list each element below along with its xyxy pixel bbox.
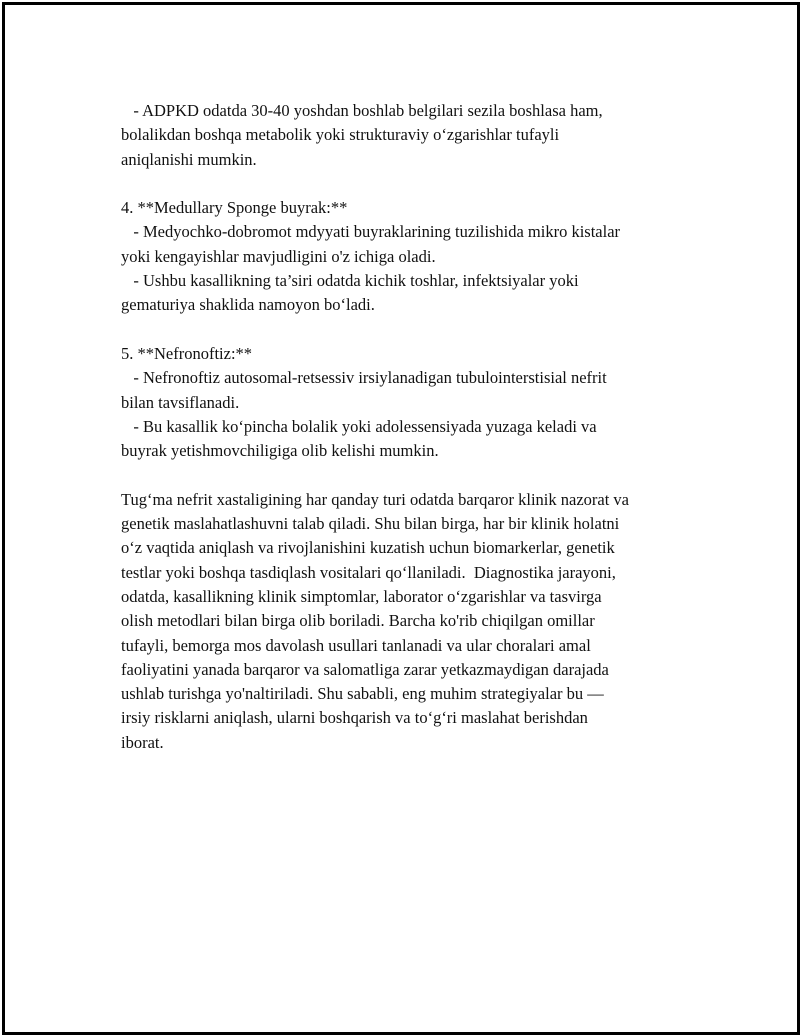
- text-line: buyrak yetishmovchiligiga olib kelishi mumkin.: [121, 441, 439, 461]
- text-line: olish metodlari bilan birga olib boriladi. Barcha ko'rib chiqilgan omillar: [121, 611, 595, 631]
- text-line: irsiy risklarni aniqlash, ularni boshqarish va to‘g‘ri maslahat berishdan: [121, 708, 588, 728]
- text-line: o‘z vaqtida aniqlash va rivojlanishini kuzatish uchun biomarkerlar, genetik: [121, 538, 615, 558]
- text-line: - ADPKD odatda 30-40 yoshdan boshlab belgilari sezila boshlasa ham,: [121, 101, 603, 120]
- text-line: ushlab turishga yo'naltiriladi. Shu sababli, eng muhim strategiyalar bu —: [121, 684, 604, 704]
- section-heading: 5. **Nefronoftiz:**: [121, 343, 253, 363]
- section-medullary-sponge: [121, 196, 721, 317]
- text-line: genetik maslahatlashuvni talab qiladi. Shu bilan birga, har bir klinik holatni: [121, 514, 620, 534]
- text-line: Tug‘ma nefrit xastaligining har qanday turi odatda barqaror klinik nazorat va: [121, 489, 629, 509]
- text-line: - Medyochko-dobromot mdyyati buyraklarining tuzilishida mikro kistalar: [121, 222, 621, 242]
- text-line: aniqlanishi mumkin.: [121, 149, 257, 169]
- section-nefronoftiz: [121, 342, 721, 463]
- text-line: odatda, kasallikning klinik simptomlar, laborator o‘zgarishlar va tasvirga: [121, 586, 602, 606]
- paragraph-conclusion: [121, 488, 721, 755]
- paragraph-adpkd-continuation: [121, 99, 721, 172]
- text-line: yoki kengayishlar mavjudligini o'z ichiga oladi.: [121, 246, 436, 266]
- text-line: gematuriya shaklida namoyon bo‘ladi.: [121, 295, 375, 315]
- text-line: faoliyatini yanada barqaror va salomatliga zarar yetkazmaydigan darajada: [121, 659, 609, 679]
- text-line: testlar yoki boshqa tasdiqlash vositalari qo‘llaniladi. Diagnostika jarayoni,: [121, 562, 616, 582]
- document-body: [121, 99, 721, 779]
- text-line: bilan tavsiflanadi.: [121, 392, 240, 412]
- text-line: tufayli, bemorga mos davolash usullari tanlanadi va ular choralari amal: [121, 635, 591, 655]
- section-heading: 4. **Medullary Sponge buyrak:**: [121, 198, 348, 218]
- text-line: iborat.: [121, 732, 164, 752]
- text-line: - Nefronoftiz autosomal-retsessiv irsiylanadigan tubulointerstisial nefrit: [121, 368, 607, 388]
- text-line: bolalikdan boshqa metabolik yoki strukturaviy o‘zgarishlar tufayli: [121, 125, 560, 145]
- text-line: - Ushbu kasallikning ta’siri odatda kichik toshlar, infektsiyalar yoki: [121, 271, 579, 291]
- text-line: - Bu kasallik ko‘pincha bolalik yoki adolessensiyada yuzaga keladi va: [121, 416, 597, 436]
- page-frame: [2, 2, 800, 1035]
